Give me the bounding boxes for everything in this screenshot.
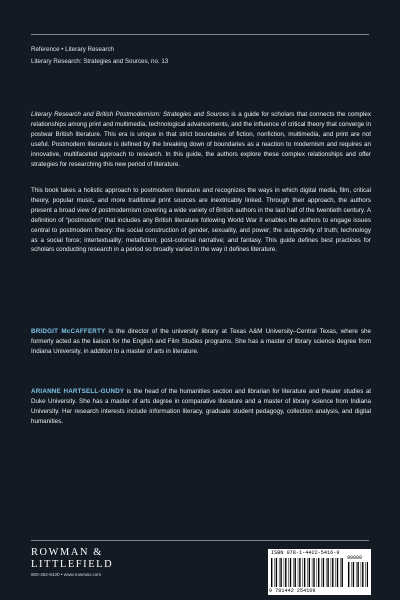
publisher-name-line-1: ROWMAN & [31,547,103,558]
addon-code: 90000 [347,555,363,561]
author-bio-1 [31,327,371,357]
author-name-1: BRIDGIT McCAFFERTY [31,328,106,335]
series-categories: Reference • Literary Research [31,46,114,53]
author-bio-2-text: is the head of the humanities section and librarian for literature and theater studies at Duke University. She has a master of arts degree in comparative literature and a master of library science from Indiana University. Her research interests include information literacy, graduate student pedagogy, collection analysis, and digital humanities. [31,388,371,425]
description-paragraph-2: This book takes a holistic approach to postmodern literature and recognizes the ways in which digital media, film, critical theory, popular music, and more traditional print sources are inextricably linked. Through their approach, the authors present a broad view of postmodernism covering a wide variety of British authors in the last half of the twentieth century. A definition of “postmodern” that includes any British literature following World War II enables the authors to engage issues central to postmodern theory: the social construction of gender, sexuality, and power; the subjectivity of truth; technology as a social force; intertextuality; metafiction; post-colonial narrative; and fantasy. This guide defines best practices for scholars conducting research in a period so broadly varied in the way it defines literature. [31,187,371,254]
description-p1-text: is a guide for scholars that connects the complex relationships among print and multimedia, technological advancements, and the influence of critical theory that converge in postwar British literature. This era is unique in that strict boundaries of fiction, nonfiction, multimedia, and print are not useful. Postmodern literature is defined by the breaking down of boundaries as a reaction to modernism and requires an innovative, multifaceted approach to research. In this guide, the authors explore these complex relationships and offer strategies for researching this new period of literature. [31,111,371,168]
book-title: Literary Research and British Postmodernism: Strategies and Sources [31,111,230,118]
addon-barcode-bars [348,562,368,587]
series-info [31,44,371,68]
author-bio-1-text: is the director of the university library at Texas A&M University–Central Texas, where she formerly acted as the liaison for the English and Film Studies programs. She has a master of library science degree from Indiana University, in addition to a master of arts in literature. [31,328,372,355]
bottom-divider [31,540,369,541]
publisher-logo [31,547,131,577]
ean-barcode-bars [271,558,344,587]
isbn-label: ISBN 978-1-4422-5416-9 [271,550,340,556]
publisher-name-line-2: LITTLEFIELD [31,558,114,570]
description-paragraph-1 [31,110,371,169]
ean-digits: 9 781442 254169 [269,587,316,594]
top-divider [31,34,369,35]
series-name: Literary Research: Strategies and Sources, no. 13 [31,58,169,65]
author-bio-2 [31,387,371,427]
publisher-contact: 800-462-6420 • www.rowman.com [31,572,102,577]
author-name-2: ARIANNE HARTSELL-GUNDY [31,388,125,395]
isbn-barcode [268,549,371,595]
